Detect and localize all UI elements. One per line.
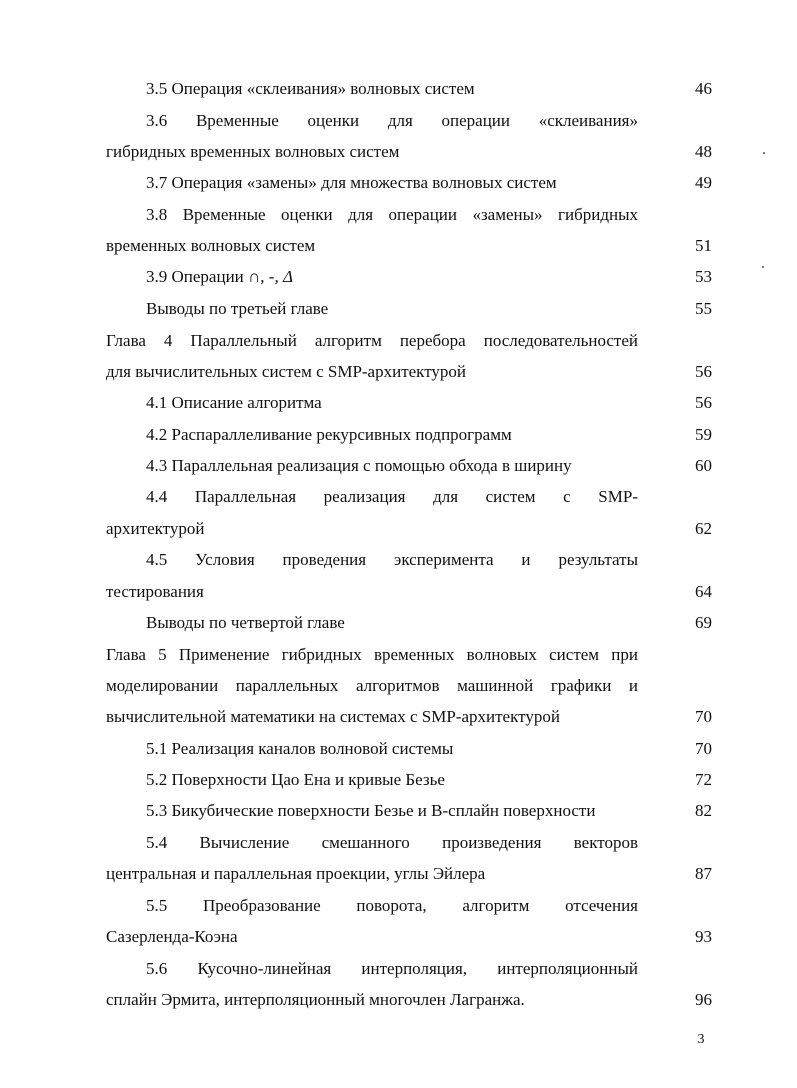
toc-page-5-5: 93: [695, 927, 712, 946]
toc-entry-chapter-5-line1: Глава 5 Применение гибридных временных волновых систем при: [106, 645, 638, 664]
toc-entry-4-5-line2: тестирования: [106, 582, 204, 601]
toc-entry-conclusions-4: Выводы по четвертой главе: [146, 613, 345, 632]
toc-entry-3-9: [106, 267, 638, 287]
toc-entry-4-4-line2: архитектурой: [106, 519, 205, 538]
toc-entry-4-1: 4.1 Описание алгоритма: [146, 393, 322, 412]
toc-page-5-4: 87: [695, 864, 712, 883]
scan-speck: [762, 266, 764, 268]
toc-page-5-6: 96: [695, 990, 712, 1009]
toc-entry-5-4-line1: 5.4 Вычисление смешанного произведения векторов: [146, 833, 638, 852]
toc-entry-5-5-line2: Сазерленда-Коэна: [106, 927, 238, 946]
toc-page-4-4: 62: [695, 519, 712, 538]
toc-entry-chapter-4-line2: для вычислительных систем с SMP-архитектурой: [106, 362, 467, 381]
toc-entry-5-4-line2: центральная и параллельная проекции, углы Эйлера: [106, 864, 486, 883]
toc-page-4-5: 64: [695, 582, 712, 601]
toc-entry-3-9-operators: ∩, -, Δ: [248, 267, 293, 286]
toc-entry-chapter-5-line2: моделировании параллельных алгоритмов машинной графики и: [106, 676, 638, 695]
toc-entry-5-6-line1: 5.6 Кусочно-линейная интерполяция, интерполяционный: [146, 959, 638, 978]
toc-entry-4-2: 4.2 Распараллеливание рекурсивных подпрограмм: [146, 425, 512, 444]
toc-page-3-6: 48: [695, 142, 712, 161]
toc-entry-3-9-prefix: 3.9 Операции: [146, 267, 244, 286]
toc-page-3-8: 51: [695, 236, 712, 255]
toc-entry-4-5-line1: 4.5 Условия проведения эксперимента и результаты: [146, 550, 638, 569]
toc-entry-3-7: 3.7 Операция «замены» для множества волновых систем: [146, 173, 557, 192]
toc-entry-4-3: 4.3 Параллельная реализация с помощью обхода в ширину: [146, 456, 572, 475]
toc-entry-5-5-line1: 5.5 Преобразование поворота, алгоритм отсечения: [146, 896, 638, 915]
toc-entry-3-5: 3.5 Операция «склеивания» волновых систем: [146, 79, 475, 98]
toc-entry-4-4-line1: 4.4 Параллельная реализация для систем с SMP-: [146, 487, 638, 506]
page-number: 3: [697, 1032, 705, 1047]
toc-page-4-1: 56: [695, 393, 712, 412]
toc-page-4-2: 59: [695, 425, 712, 444]
toc-entry-3-6-line1: 3.6 Временные оценки для операции «склеивания»: [146, 111, 638, 130]
toc-page-3-9: 53: [695, 267, 712, 286]
toc-entry-3-6-line2: гибридных временных волновых систем: [106, 142, 400, 161]
toc-entry-5-2: 5.2 Поверхности Цао Ена и кривые Безье: [146, 770, 445, 789]
toc-entry-5-3: 5.3 Бикубические поверхности Безье и B-сплайн поверхности: [146, 801, 596, 820]
toc-entry-chapter-4-line1: Глава 4 Параллельный алгоритм перебора последовательностей: [106, 331, 638, 350]
toc-page-5-2: 72: [695, 770, 712, 789]
toc-page-conclusions-3: 55: [695, 299, 712, 318]
toc-entry-3-8-line2: временных волновых систем: [106, 236, 316, 255]
toc-page-chapter-4: 56: [695, 362, 712, 381]
scan-speck: [763, 152, 765, 154]
toc-entry-5-6-line2: сплайн Эрмита, интерполяционный многочлен Лагранжа.: [106, 990, 525, 1009]
toc-entry-conclusions-3: Выводы по третьей главе: [146, 299, 329, 318]
toc-page-chapter-5: 70: [695, 707, 712, 726]
toc-page-4-3: 60: [695, 456, 712, 475]
toc-entry-5-1: 5.1 Реализация каналов волновой системы: [146, 739, 454, 758]
toc-page-3-5: 46: [695, 79, 712, 98]
toc-page-conclusions-4: 69: [695, 613, 712, 632]
toc-entry-3-8-line1: 3.8 Временные оценки для операции «замены» гибридных: [146, 205, 638, 224]
toc-page-5-3: 82: [695, 801, 712, 820]
toc-page-3-7: 49: [695, 173, 712, 192]
toc-entry-chapter-5-line3: вычислительной математики на системах с SMP-архитектурой: [106, 707, 560, 726]
toc-page-5-1: 70: [695, 739, 712, 758]
